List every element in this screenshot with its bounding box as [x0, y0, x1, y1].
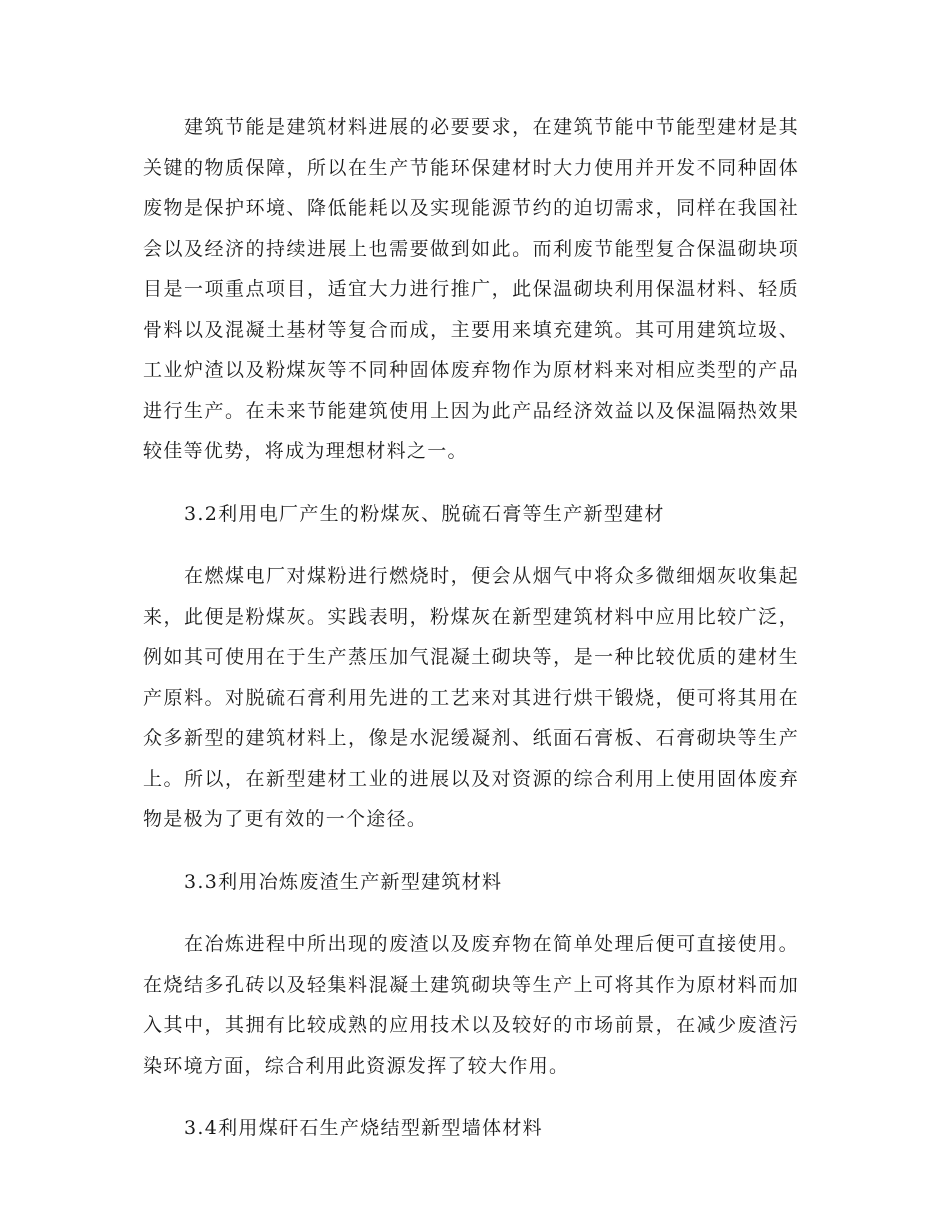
paragraph-building-energy-saving: 建筑节能是建筑材料进展的必要要求，在建筑节能中节能型建材是其关键的物质保障，所以在生产节能环保建材时大力使用并开发不同种固体废物是保护环境、降低能耗以及实现能源节约的迫切需求，同样在我国社会以及经济的持续进展上也需要做到如此。而利废节能型复合保温砌块项目是一项重点项目，适宜大力进行推广，此保温砌块利用保温材料、轻质骨料以及混凝土基材等复合而成，主要用来填充建筑。其可用建筑垃圾、工业炉渣以及粉煤灰等不同种固体废弃物作为原材料来对相应类型的产品进行生产。在未来节能建筑使用上因为此产品经济效益以及保温隔热效果较佳等优势，将成为理想材料之一。 — [143, 116, 799, 462]
section-heading-3-2: 3.2利用电厂产生的粉煤灰、脱硫石膏等生产新型建材 — [184, 502, 665, 525]
paragraph-smelting-slag: 在冶炼进程中所出现的废渣以及废弃物在简单处理后便可直接使用。在烧结多孔砖以及轻集料混凝土建筑砌块等生产上可将其作为原材料而加入其中，其拥有比较成熟的应用技术以及较好的市场前景，在减少废渣污染环境方面，综合利用此资源发挥了较大作用。 — [143, 933, 799, 1077]
section-heading-3-4: 3.4利用煤矸石生产烧结型新型墙体材料 — [184, 1117, 543, 1139]
paragraph-fly-ash-gypsum: 在燃煤电厂对煤粉进行燃烧时，便会从烟气中将众多微细烟灰收集起来，此便是粉煤灰。实践表明，粉煤灰在新型建筑材料中应用比较广泛，例如其可使用在于生产蒸压加气混凝土砌块等，是一种比较优质的建材生产原料。对脱硫石膏利用先进的工艺来对其进行烘干锻烧，便可将其用在众多新型的建筑材料上，像是水泥缓凝剂、纸面石膏板、石膏砌块等生产上。所以，在新型建材工业的进展以及对资源的综合利用上使用固体废弃物是极为了更有效的一个途径。 — [143, 565, 799, 830]
section-heading-3-3: 3.3利用冶炼废渣生产新型建筑材料 — [184, 870, 503, 893]
document-body — [143, 107, 799, 1149]
